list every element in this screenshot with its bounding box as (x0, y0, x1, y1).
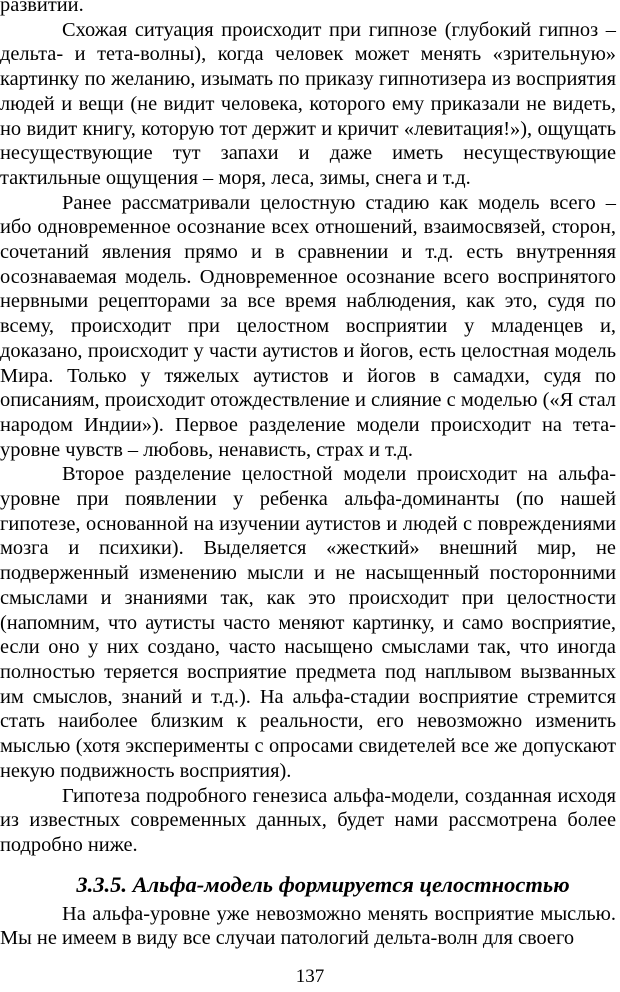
section-heading: 3.3.5. Альфа-модель формируется целостностью (76, 871, 570, 897)
page-number: 137 (295, 966, 325, 987)
paragraph-second-division: Второе разделение целостной модели происходит на альфа-уровне при появлении у ребенка альфа-доминанты (по нашей гипотезе, основанной на изучении аутистов и людей с повреждениями мозга и психики). Выделяется «жесткий» внешний мир, не подверженный изменению мысли и не насыщенный посторонними смыслами и знаниями так, как это происходит при целостности (напомним, что аутисты часто меняют картинку, и само восприятие, если оно у них создано, часто насыщено смыслами так, что иногда полностью теряется восприятие предмета под наплывом вызванных им смыслов, знаний и т.д.). На альфа-стадии восприятие стремится стать наиболее близким к реальности, его невозможно изменить мыслью (хотя эксперименты с опросами свидетелей все же допускают некую подвижность восприятия). (0, 463, 616, 782)
paragraph-holistic-model: Ранее рассматривали целостную стадию как модель всего – ибо одновременное осознание всех отношений, взаимосвязей, сторон, сочетаний явления прямо и в сравнении и т.д. есть внутренняя осознаваемая модель. Одновременное осознание всего воспринятого нервными рецепторами за все время наблюдения, как это, судя по всему, происходит при целостном восприятии у младенцев и, доказано, происходит у части аутистов и йогов, есть целостная модель Мира. Только у тяжелых аутистов и йогов в самадхи, судя по описаниям, происходит отождествление и слияние с моделью («Я стал народом Индии»). Первое разделение модели происходит на тета-уровне чувств – любовь, ненависть, страх и т.д. (0, 191, 616, 461)
paragraph-hypothesis: Гипотеза подробного генезиса альфа-модели, созданная исходя из известных современных данных, будет нами рассмотрена более подробно ниже. (0, 784, 616, 856)
paragraph-continuation: развитии. (0, 0, 84, 16)
paragraph-alpha-level: На альфа-уровне уже невозможно менять восприятие мыслью. Мы не имеем в виду все случаи патологий дельта-волн для своего (0, 902, 616, 950)
paragraph-hypnosis: Схожая ситуация происходит при гипнозе (глубокий гипноз – дельта- и тета-волны), когда человек может менять «зрительную» картинку по желанию, изымать по приказу гипнотизера из восприятия людей и вещи (не видит человека, которого ему приказали не видеть, но видит книгу, которую тот держит и кричит «левитация!»), ощущать несуществующие тут запахи и даже иметь несуществующие тактильные ощущения – моря, леса, зимы, снега и т.д. (0, 18, 616, 189)
